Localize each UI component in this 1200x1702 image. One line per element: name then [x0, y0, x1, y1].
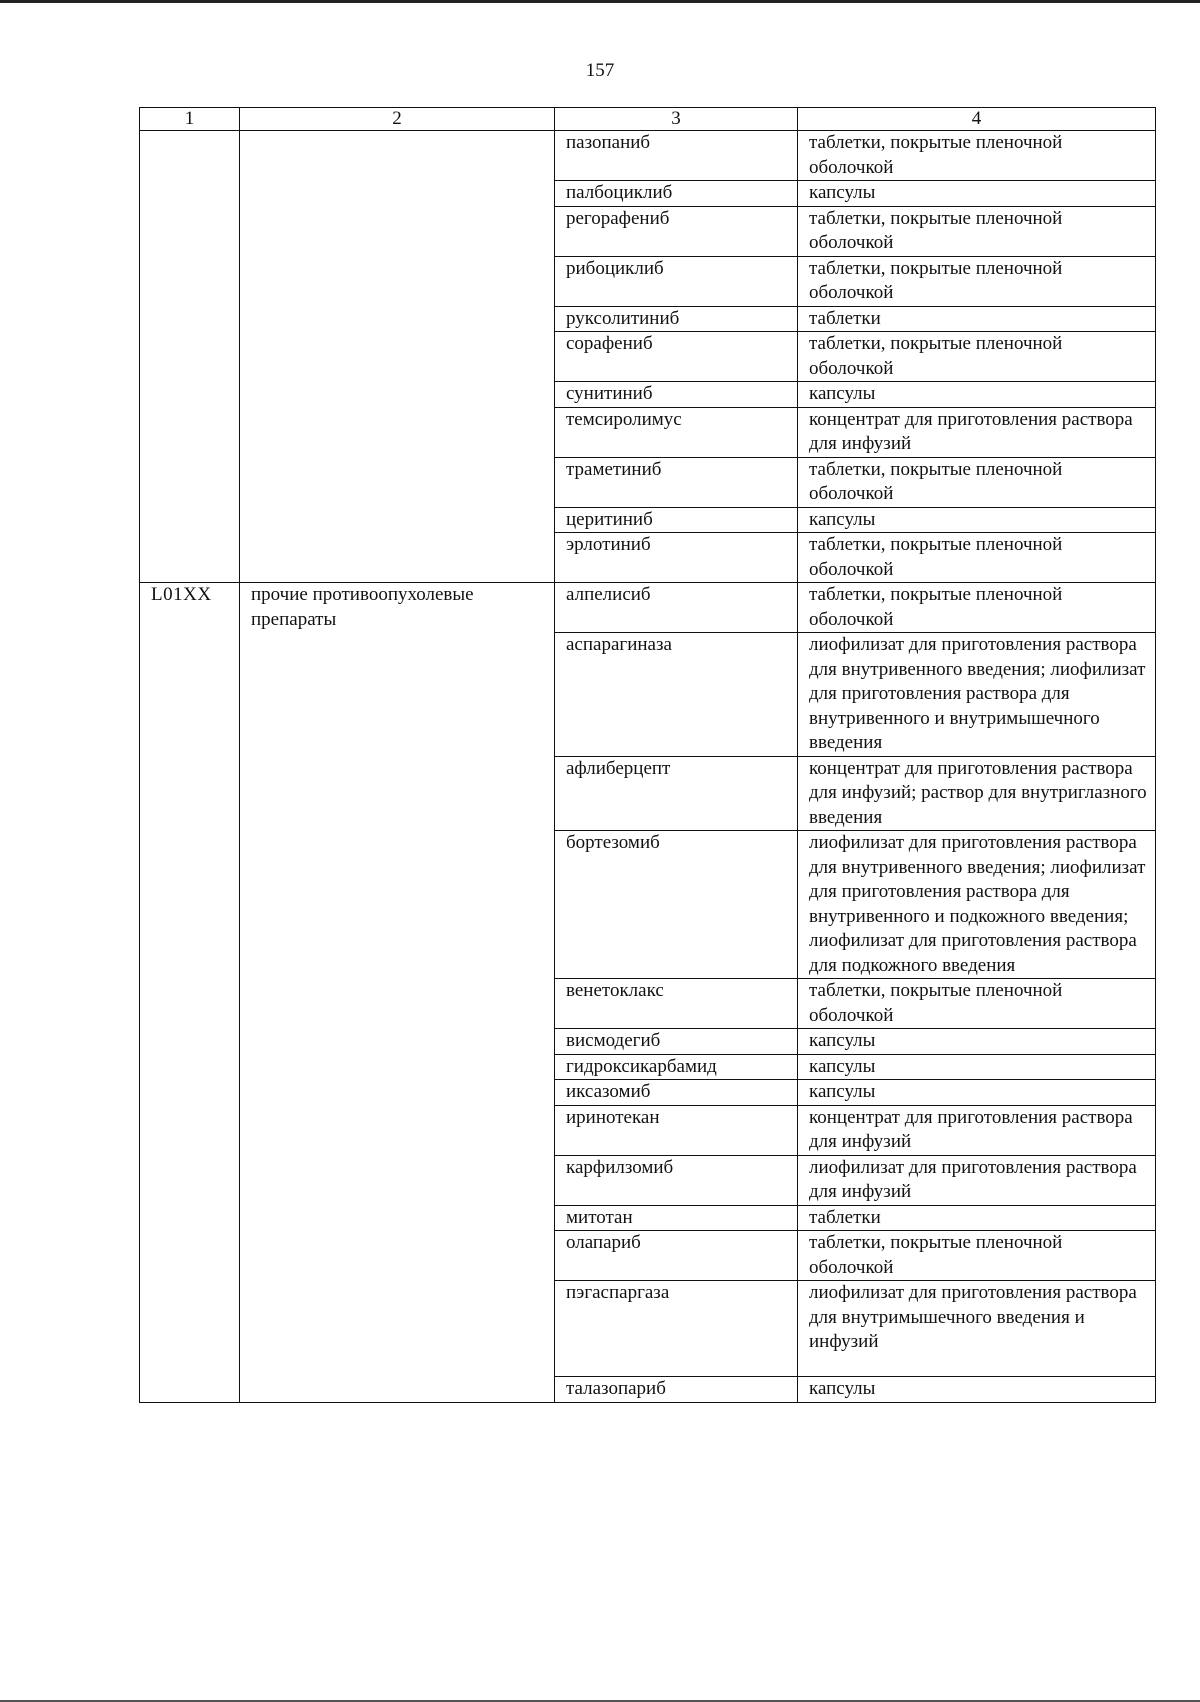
drug-name-cell: пазопаниб [555, 131, 798, 181]
header-row [140, 108, 1156, 131]
drug-name-cell: иксазомиб [555, 1080, 798, 1106]
dosage-form-cell: концентрат для приготовления раствора для инфузий [798, 1105, 1156, 1155]
drug-name-cell: церитиниб [555, 507, 798, 533]
top-scan-edge [0, 0, 1200, 3]
dosage-form-cell: таблетки [798, 306, 1156, 332]
drug-name-cell: олапариб [555, 1231, 798, 1281]
drug-name-cell: пэгаспаргаза [555, 1281, 798, 1377]
dosage-form-cell: таблетки, покрытые пленочной оболочкой [798, 206, 1156, 256]
dosage-form-cell: таблетки, покрытые пленочной оболочкой [798, 457, 1156, 507]
drug-name-cell: алпелисиб [555, 583, 798, 633]
drug-name-cell: висмодегиб [555, 1029, 798, 1055]
dosage-form-cell: капсулы [798, 181, 1156, 207]
drug-name-cell: бортезомиб [555, 831, 798, 979]
drug-name-cell: афлиберцепт [555, 756, 798, 831]
header-col-4: 4 [798, 108, 1156, 131]
dosage-form-cell: капсулы [798, 1377, 1156, 1403]
drug-name-cell: руксолитиниб [555, 306, 798, 332]
group-l01xx [140, 583, 1156, 1403]
atc-code-cell: L01XX [140, 583, 240, 1403]
dosage-form-cell: таблетки, покрытые пленочной оболочкой [798, 332, 1156, 382]
drug-name-cell: венетоклакс [555, 979, 798, 1029]
atc-code-cell [140, 131, 240, 583]
dosage-form-cell: капсулы [798, 1080, 1156, 1106]
dosage-form-cell: таблетки, покрытые пленочной оболочкой [798, 256, 1156, 306]
drug-name-cell: карфилзомиб [555, 1155, 798, 1205]
dosage-form-cell: лиофилизат для приготовления раствора для внутривенного введения; лиофилизат для приготовления раствора для внутривенного и внутримышечного введения [798, 633, 1156, 757]
drug-name-cell: темсиролимус [555, 407, 798, 457]
drug-name-cell: гидроксикарбамид [555, 1054, 798, 1080]
page-number: 157 [585, 60, 615, 81]
dosage-form-cell: лиофилизат для приготовления раствора для внутривенного введения; лиофилизат для приготовления раствора для внутривенного и подкожного введения; лиофилизат для приготовления раствора для подкожного введения [798, 831, 1156, 979]
dosage-form-cell: концентрат для приготовления раствора для инфузий [798, 407, 1156, 457]
dosage-form-cell: лиофилизат для приготовления раствора для внутримышечного введения и инфузий [798, 1281, 1156, 1377]
group-name-cell: прочие противоопухолевые препараты [240, 583, 555, 1403]
drug-name-cell: траметиниб [555, 457, 798, 507]
drug-name-cell: иринотекан [555, 1105, 798, 1155]
drug-name-cell: рибоциклиб [555, 256, 798, 306]
group-name-cell [240, 131, 555, 583]
drug-list-table [139, 107, 1156, 1403]
dosage-form-cell: капсулы [798, 1054, 1156, 1080]
drug-name-cell: талазопариб [555, 1377, 798, 1403]
header-col-1: 1 [140, 108, 240, 131]
drug-name-cell: палбоциклиб [555, 181, 798, 207]
dosage-form-cell: таблетки, покрытые пленочной оболочкой [798, 533, 1156, 583]
drug-name-cell: регорафениб [555, 206, 798, 256]
dosage-form-cell: таблетки, покрытые пленочной оболочкой [798, 979, 1156, 1029]
drug-name-cell: митотан [555, 1205, 798, 1231]
drug-name-cell: сунитиниб [555, 382, 798, 408]
dosage-form-cell: капсулы [798, 382, 1156, 408]
header-col-3: 3 [555, 108, 798, 131]
table-row [140, 131, 1156, 181]
dosage-form-cell: лиофилизат для приготовления раствора для инфузий [798, 1155, 1156, 1205]
drug-name-cell: аспарагиназа [555, 633, 798, 757]
table-row [140, 583, 1156, 633]
dosage-form-cell: таблетки [798, 1205, 1156, 1231]
dosage-form-cell: таблетки, покрытые пленочной оболочкой [798, 583, 1156, 633]
dosage-form-cell: таблетки, покрытые пленочной оболочкой [798, 1231, 1156, 1281]
header-col-2: 2 [240, 108, 555, 131]
dosage-form-cell: таблетки, покрытые пленочной оболочкой [798, 131, 1156, 181]
dosage-form-cell: концентрат для приготовления раствора для инфузий; раствор для внутриглазного введения [798, 756, 1156, 831]
dosage-form-cell: капсулы [798, 1029, 1156, 1055]
drug-name-cell: сорафениб [555, 332, 798, 382]
dosage-form-cell: капсулы [798, 507, 1156, 533]
drug-name-cell: эрлотиниб [555, 533, 798, 583]
group-continued [140, 131, 1156, 583]
